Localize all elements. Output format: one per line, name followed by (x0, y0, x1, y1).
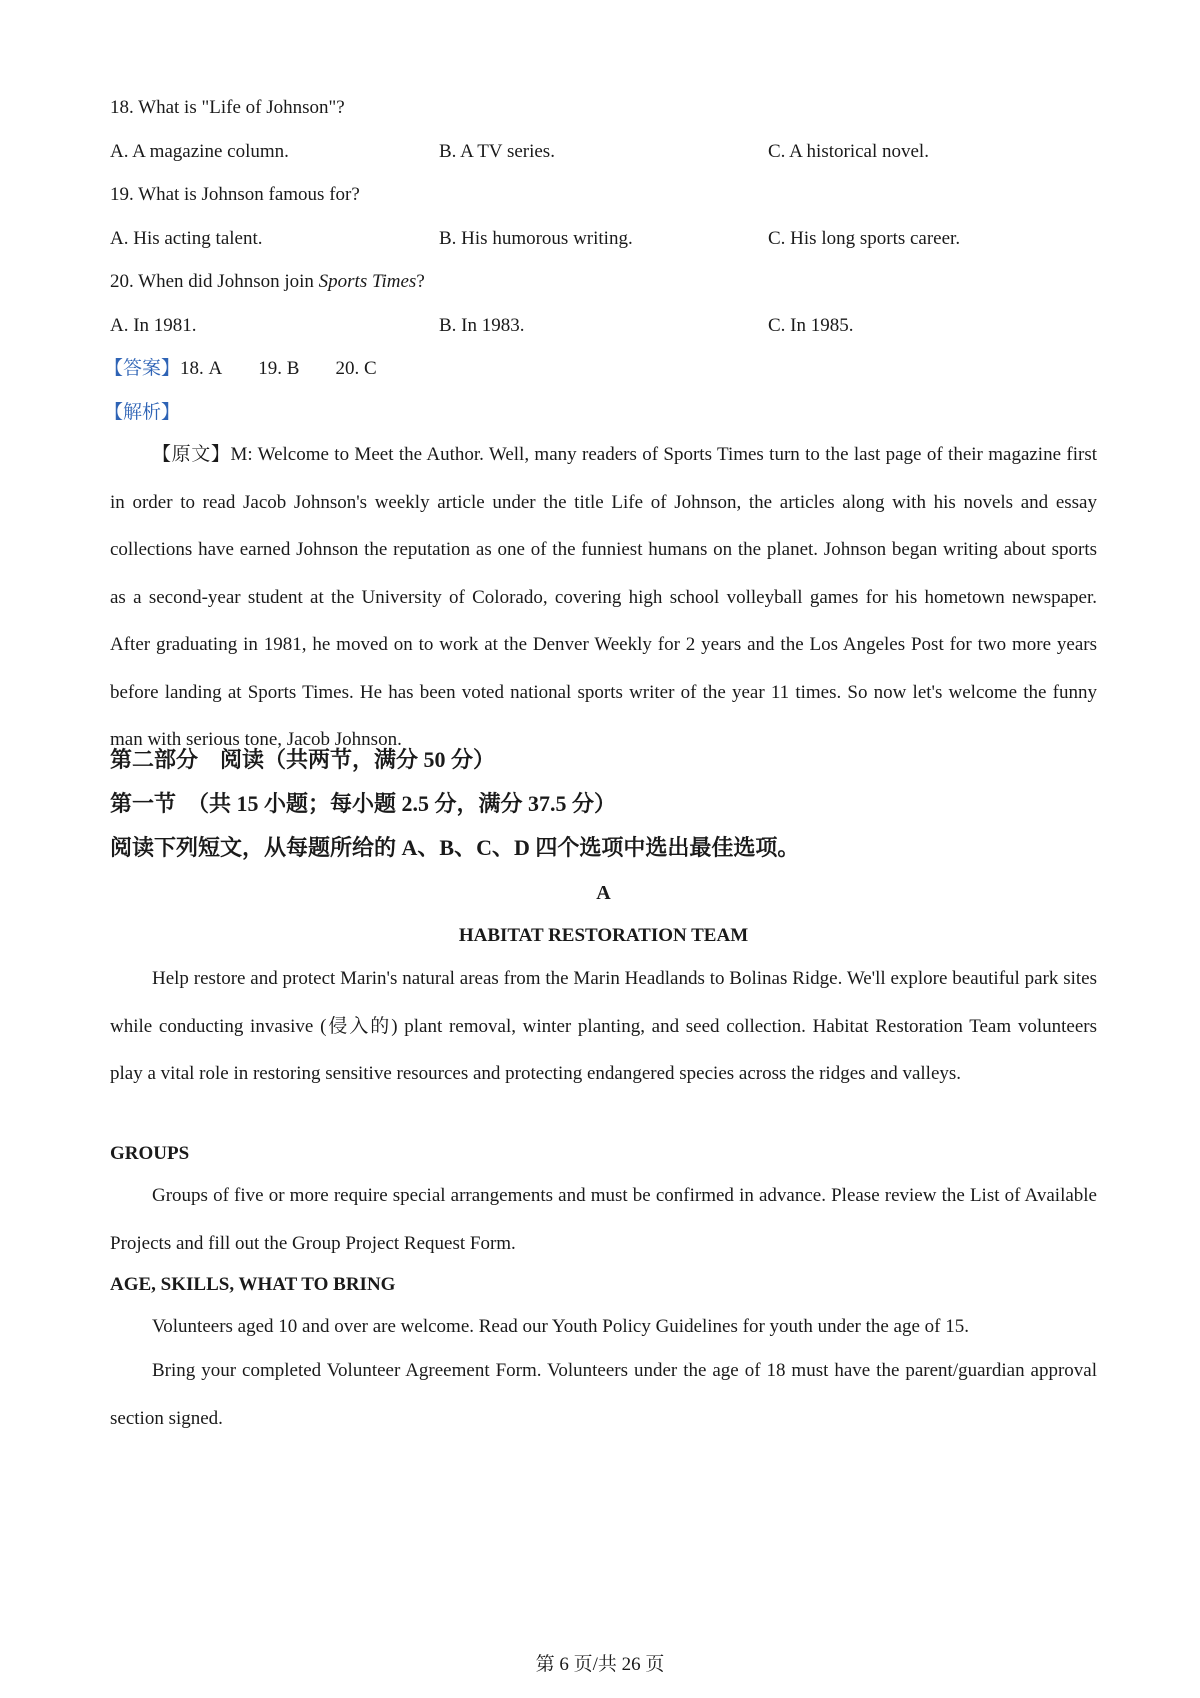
passage-letter: A (596, 882, 611, 904)
answer-19: 19. B (258, 358, 300, 379)
page-number-footer: 第 6 页/共 26 页 (535, 1654, 665, 1675)
question-18-option-c: C. A historical novel. (768, 141, 929, 162)
transcript-label: 【原文】 (152, 444, 231, 465)
question-20-option-b: B. In 1983. (439, 315, 525, 336)
answer-line (104, 356, 377, 382)
passage-intro-paragraph (110, 955, 1097, 1098)
question-20-stem (110, 269, 425, 295)
groups-heading: GROUPS (110, 1143, 190, 1164)
passage-intro-text: Help restore and protect Marin's natural areas from the Marin Headlands to Bolinas Ridge. We'll explore beautiful park sites while conducting invasive (侵入的) plant removal, winter planting, and seed collection. Habitat Restoration Team volunteers play a vital role in restoring sensitive resources and protecting endangered species across the ridges and valleys. (110, 968, 1097, 1084)
question-19-option-c: C. His long sports career. (768, 228, 961, 249)
question-20-option-a: A. In 1981. (110, 315, 197, 336)
passage-title: HABITAT RESTORATION TEAM (458, 925, 749, 946)
age-text-2: Bring your completed Volunteer Agreement Form. Volunteers under the age of 18 must have the parent/guardian approval section signed. (110, 1360, 1097, 1429)
question-20-option-c: C. In 1985. (768, 315, 854, 336)
question-19-stem: 19. What is Johnson famous for? (110, 184, 360, 205)
age-paragraph-1 (110, 1303, 1097, 1351)
question-18-option-b: B. A TV series. (439, 141, 555, 162)
question-18-option-a: A. A magazine column. (110, 141, 289, 162)
transcript-paragraph (110, 431, 1097, 764)
transcript-text: M: Welcome to Meet the Author. Well, many readers of Sports Times turn to the last page of their magazine first in order to read Jacob Johnson's weekly article under the title Life of Johnson, the articles along with his novels and essay collections have earned Johnson the reputation as one of the funniest humans on the planet. Johnson began writing about sports as a second-year student at the University of Colorado, covering high school volleyball games for his hometown newspaper. After graduating in 1981, he moved on to work at the Denver Weekly for 2 years and the Los Angeles Post for two more years before landing at Sports Times. He has been voted national sports writer of the year 11 times. So now let's welcome the funny man with serious tone, Jacob Johnson. (110, 444, 1097, 750)
age-paragraph-2 (110, 1347, 1097, 1442)
answer-20: 20. C (335, 358, 377, 379)
age-skills-heading: AGE, SKILLS, WHAT TO BRING (110, 1274, 396, 1295)
question-18-stem: 18. What is "Life of Johnson"? (110, 97, 345, 118)
answer-18: 18. A (180, 358, 223, 379)
answer-label: 【答案】 (104, 358, 181, 379)
question-20-stem-italic: Sports Times (318, 271, 417, 292)
groups-paragraph (110, 1172, 1097, 1267)
part2-instruction: 阅读下列短文，从每题所给的 A、B、C、D 四个选项中选出最佳选项。 (110, 835, 800, 860)
question-20-stem-prefix: 20. When did Johnson join (110, 271, 319, 292)
part2-title: 第二部分 阅读（共两节，满分 50 分） (110, 747, 496, 772)
age-text-1: Volunteers aged 10 and over are welcome. Read our Youth Policy Guidelines for youth under the age of 15. (152, 1316, 969, 1337)
question-19-option-b: B. His humorous writing. (439, 228, 633, 249)
groups-text: Groups of five or more require special arrangements and must be confirmed in advance. Please review the List of Available Projects and fill out the Group Project Request Form. (110, 1185, 1097, 1254)
analysis-label: 【解析】 (104, 402, 181, 423)
question-19-option-a: A. His acting talent. (110, 228, 263, 249)
question-20-stem-suffix: ? (416, 271, 425, 292)
part2-section1-title: 第一节 （共 15 小题；每小题 2.5 分，满分 37.5 分） (110, 791, 617, 816)
